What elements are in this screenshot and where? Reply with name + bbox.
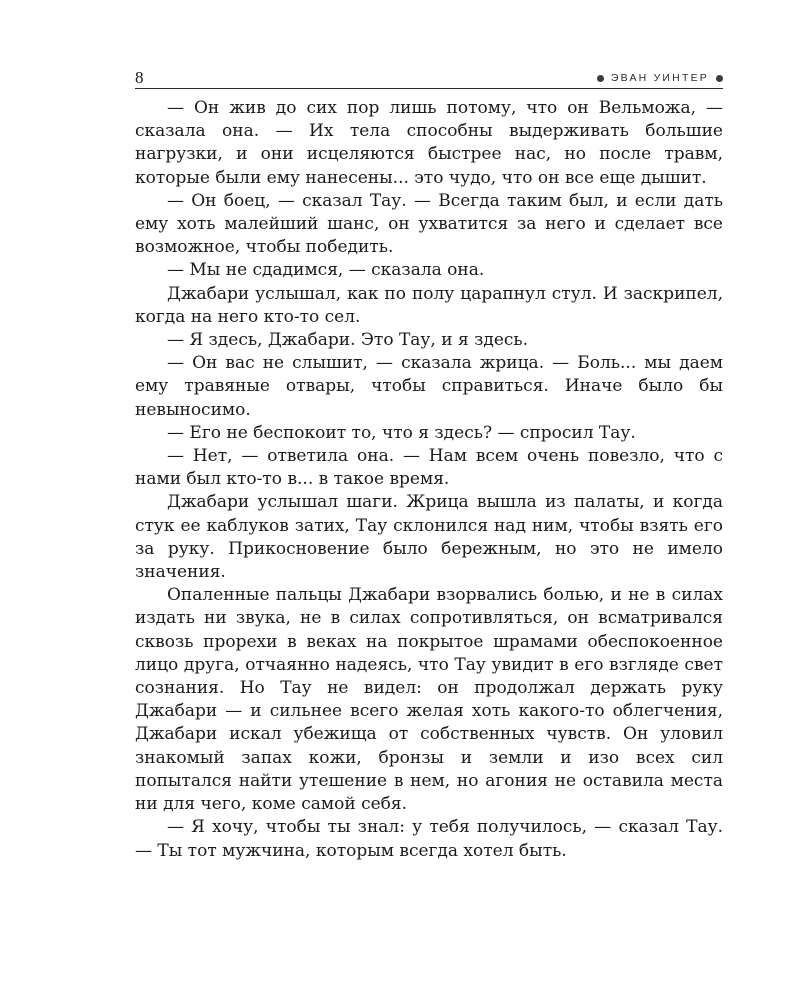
running-header <box>135 66 723 89</box>
book-page <box>135 66 723 966</box>
paragraph: — Я здесь, Джабари. Это Тау, и я здесь. <box>167 330 529 351</box>
page-number: 8 <box>135 68 144 87</box>
paragraph: — Я хочу, чтобы ты знал: у тебя получилось, — сказал Тау. — Ты тот мужчина, которым всегда хотел быть. <box>135 817 723 861</box>
paragraph: Джабари услышал, как по полу царапнул стул. И заскрипел, когда на него кто-то сел. <box>135 283 723 327</box>
author-name: ЭВАН УИНТЕР <box>610 72 709 84</box>
author-header <box>597 72 723 84</box>
paragraph: — Он жив до сих пор лишь потому, что он Вельможа, — сказала она. — Их тела способны выдерживать большие нагрузки, и они исцеляются быстрее нас, но после травм, которые были ему нанесены... это чудо, что он все еще дышит. <box>135 98 723 188</box>
paragraph: Опаленные пальцы Джабари взорвались болью, и не в силах издать ни звука, не в силах сопротивляться, он всматривался сквозь прорехи в веках на покрытое шрамами обеспокоенное лицо друга, отчаянно надеясь, что Тау увидит в его взгляде свет сознания. Но Тау не видел: он продолжал держать руку Джабари — и сильнее всего желая хоть какого-то облегчения, Джабари искал убежища от собственных чувств. Он уловил знакомый запах кожи, бронзы и земли и изо всех сил попытался найти утешение в нем, но агония не оставила места ни для чего, коме самой себя. <box>135 585 723 815</box>
paragraph: Джабари услышал шаги. Жрица вышла из палаты, и когда стук ее каблуков затих, Тау склонился над ним, чтобы взять его за руку. Прикосновение было бережным, но это не имело значения. <box>135 492 723 583</box>
paragraph: — Нет, — ответила она. — Нам всем очень повезло, что с нами был кто-то в... в такое время. <box>135 446 723 490</box>
paragraph: — Мы не сдадимся, — сказала она. <box>167 260 485 281</box>
paragraph: — Он боец, — сказал Тау. — Всегда таким был, и если дать ему хоть малейший шанс, он ухватится за него и сделает все возможное, чтобы победить. <box>135 190 723 258</box>
text-body <box>135 97 723 863</box>
paragraph: — Он вас не слышит, — сказала жрица. — Боль... мы даем ему травяные отвары, чтобы справиться. Иначе было бы невыносимо. <box>135 353 723 420</box>
paragraph: — Его не беспокоит то, что я здесь? — спросил Тау. <box>167 422 636 443</box>
bullet-dot-icon <box>597 75 604 82</box>
bullet-dot-icon <box>716 75 723 82</box>
